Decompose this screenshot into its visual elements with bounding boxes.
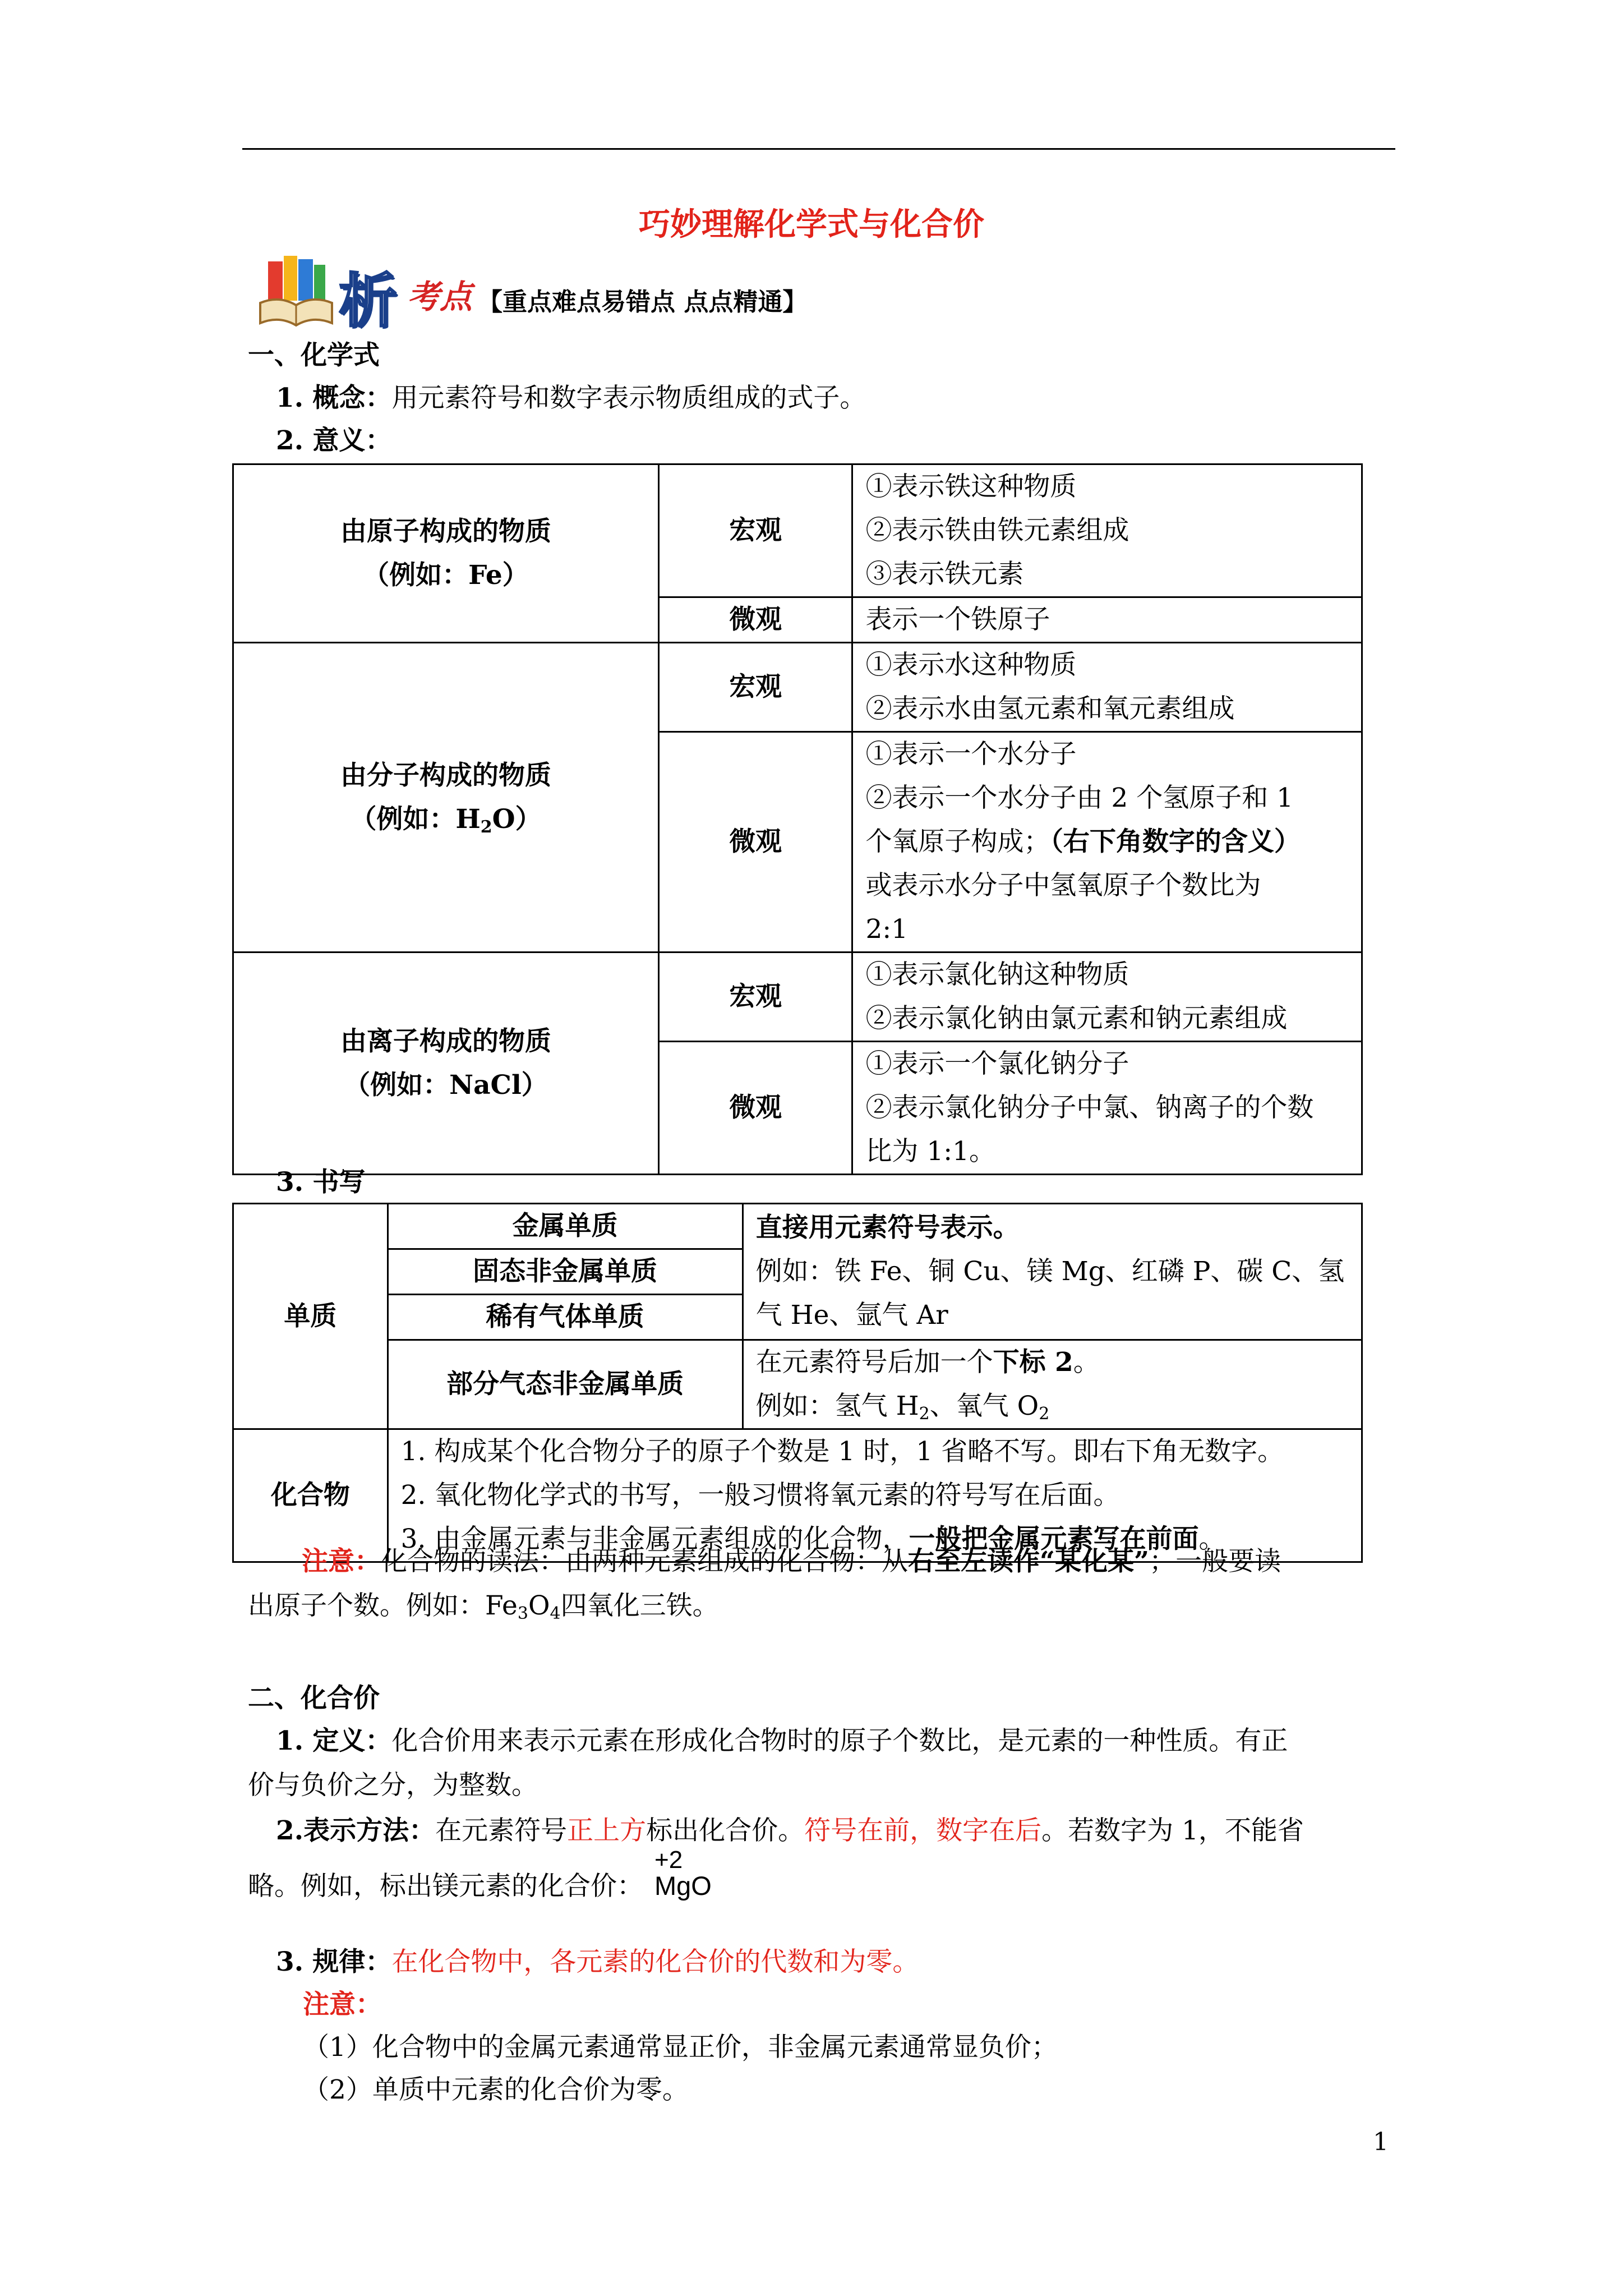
rule-line: 3. 规律：在化合物中，各元素的化合价的代数和为零。 [276, 1947, 919, 1977]
header-rule [242, 148, 1395, 150]
molecule-micro-text: ①表示一个水分子 ②表示一个水分子由 2 个氢原子和 1 个氧原子构成；（右下角数字的含义） 或表示水分子中氢氧原子个数比为 2:1 [852, 732, 1362, 953]
section-banner [257, 246, 808, 335]
banner-kaodian: 考点 [407, 278, 473, 316]
section2-note-2: （2）单质中元素的化合价为零。 [303, 2074, 689, 2105]
meaning-label: 2. 意义： [276, 425, 392, 456]
definition: 1. 定义：化合价用来表示元素在形成化合物时的原子个数比，是元素的一种性质。有正 价与负价之分，为整数。 [248, 1726, 1288, 1801]
section2-heading: 二、化合价 [248, 1683, 380, 1714]
section2-note-label: 注意： [303, 1989, 382, 2020]
page-title: 巧妙理解化学式与化合价 [639, 206, 984, 243]
banner-subtitle: 【重点难点易错点 点点精通】 [478, 287, 808, 316]
ion-macro-text: ①表示氯化钠这种物质 ②表示氯化钠由氯元素和钠元素组成 [852, 953, 1362, 1042]
ion-micro-label: 微观 [658, 1042, 852, 1175]
reading-note: 注意：化合物的读法：由两种元素组成的化合物：从右至左读作“某化某”；一般要读 出原子个数。例如：$Fe_3O_4$四氧化三铁。 [248, 1546, 1281, 1624]
concept-text: 用元素符号和数字表示物质组成的式子。 [391, 383, 866, 413]
molecule-macro-text: ①表示水这种物质 ②表示水由氢元素和氧元素组成 [852, 643, 1362, 732]
banner-xi: 析 [339, 266, 398, 335]
row-noble-gas: 稀有气体单质 [388, 1295, 743, 1340]
notation-method: 2.表示方法：在元素符号正上方标出化合价。符号在前，数字在后。若数字为 1，不能省 略。例如，标出镁元素的化合价： +2 MgO [248, 1815, 1304, 1902]
atom-micro-text: 表示一个铁原子 [852, 597, 1362, 643]
atom-macro-label: 宏观 [658, 464, 852, 597]
atom-macro-text: ①表示铁这种物质 ②表示铁由铁元素组成 ③表示铁元素 [852, 464, 1362, 597]
ion-macro-label: 宏观 [658, 953, 852, 1042]
atom-micro-label: 微观 [658, 597, 852, 643]
rule1-text: 直接用元素符号表示。 例如：铁 Fe、铜 Cu、镁 Mg、红磷 P、碳 C、氢 气 He、氩气 Ar [743, 1204, 1362, 1340]
row-solid-nonmetal: 固态非金属单质 [388, 1249, 743, 1295]
compound-rules: 1. 构成某个化合物分子的原子个数是 1 时，1 省略不写。即右下角无数字。 2. 氧化物化学式的书写，一般习惯将氧元素的符号写在后面。 3. 由金属元素与非金属元素组成的化合物，一般把金属元素写在前面。 [388, 1429, 1362, 1562]
section1-heading: 一、化学式 [248, 340, 380, 371]
row-metal: 金属单质 [388, 1204, 743, 1249]
huahewu-label: 化合物 [233, 1429, 388, 1562]
molecule-macro-label: 宏观 [658, 643, 852, 732]
section2-note-1: （1）化合物中的金属元素通常显正价，非金属元素通常显负价； [303, 2032, 1058, 2063]
concept-label: 1. 概念： [276, 383, 392, 413]
ion-micro-text: ①表示一个氯化钠分子 ②表示氯化钠分子中氯、钠离子的个数 比为 1:1。 [852, 1042, 1362, 1175]
rule2-text: 在元素符号后加一个下标 2。 例如：氢气 $H_2$、氧气 $O_2$ [743, 1340, 1362, 1429]
molecule-micro-label: 微观 [658, 732, 852, 953]
page-number: 1 [1373, 2128, 1389, 2156]
meaning-type-ion: 由离子构成的物质 （例如：NaCl） [233, 953, 659, 1175]
writing-table [232, 1203, 1363, 1563]
writing-label: 3. 书写 [276, 1167, 366, 1198]
meaning-table [232, 463, 1363, 1175]
meaning-type-atom: 由原子构成的物质 （例如：Fe） [233, 464, 659, 643]
row-gas-nonmetal: 部分气态非金属单质 [388, 1340, 743, 1429]
meaning-type-molecule: 由分子构成的物质 （例如：$H_2O$） [233, 643, 659, 953]
concept-line [276, 377, 866, 419]
danzhi-label: 单质 [233, 1204, 388, 1429]
valence-example: +2 MgO [654, 1846, 712, 1901]
book-icon [257, 251, 335, 330]
